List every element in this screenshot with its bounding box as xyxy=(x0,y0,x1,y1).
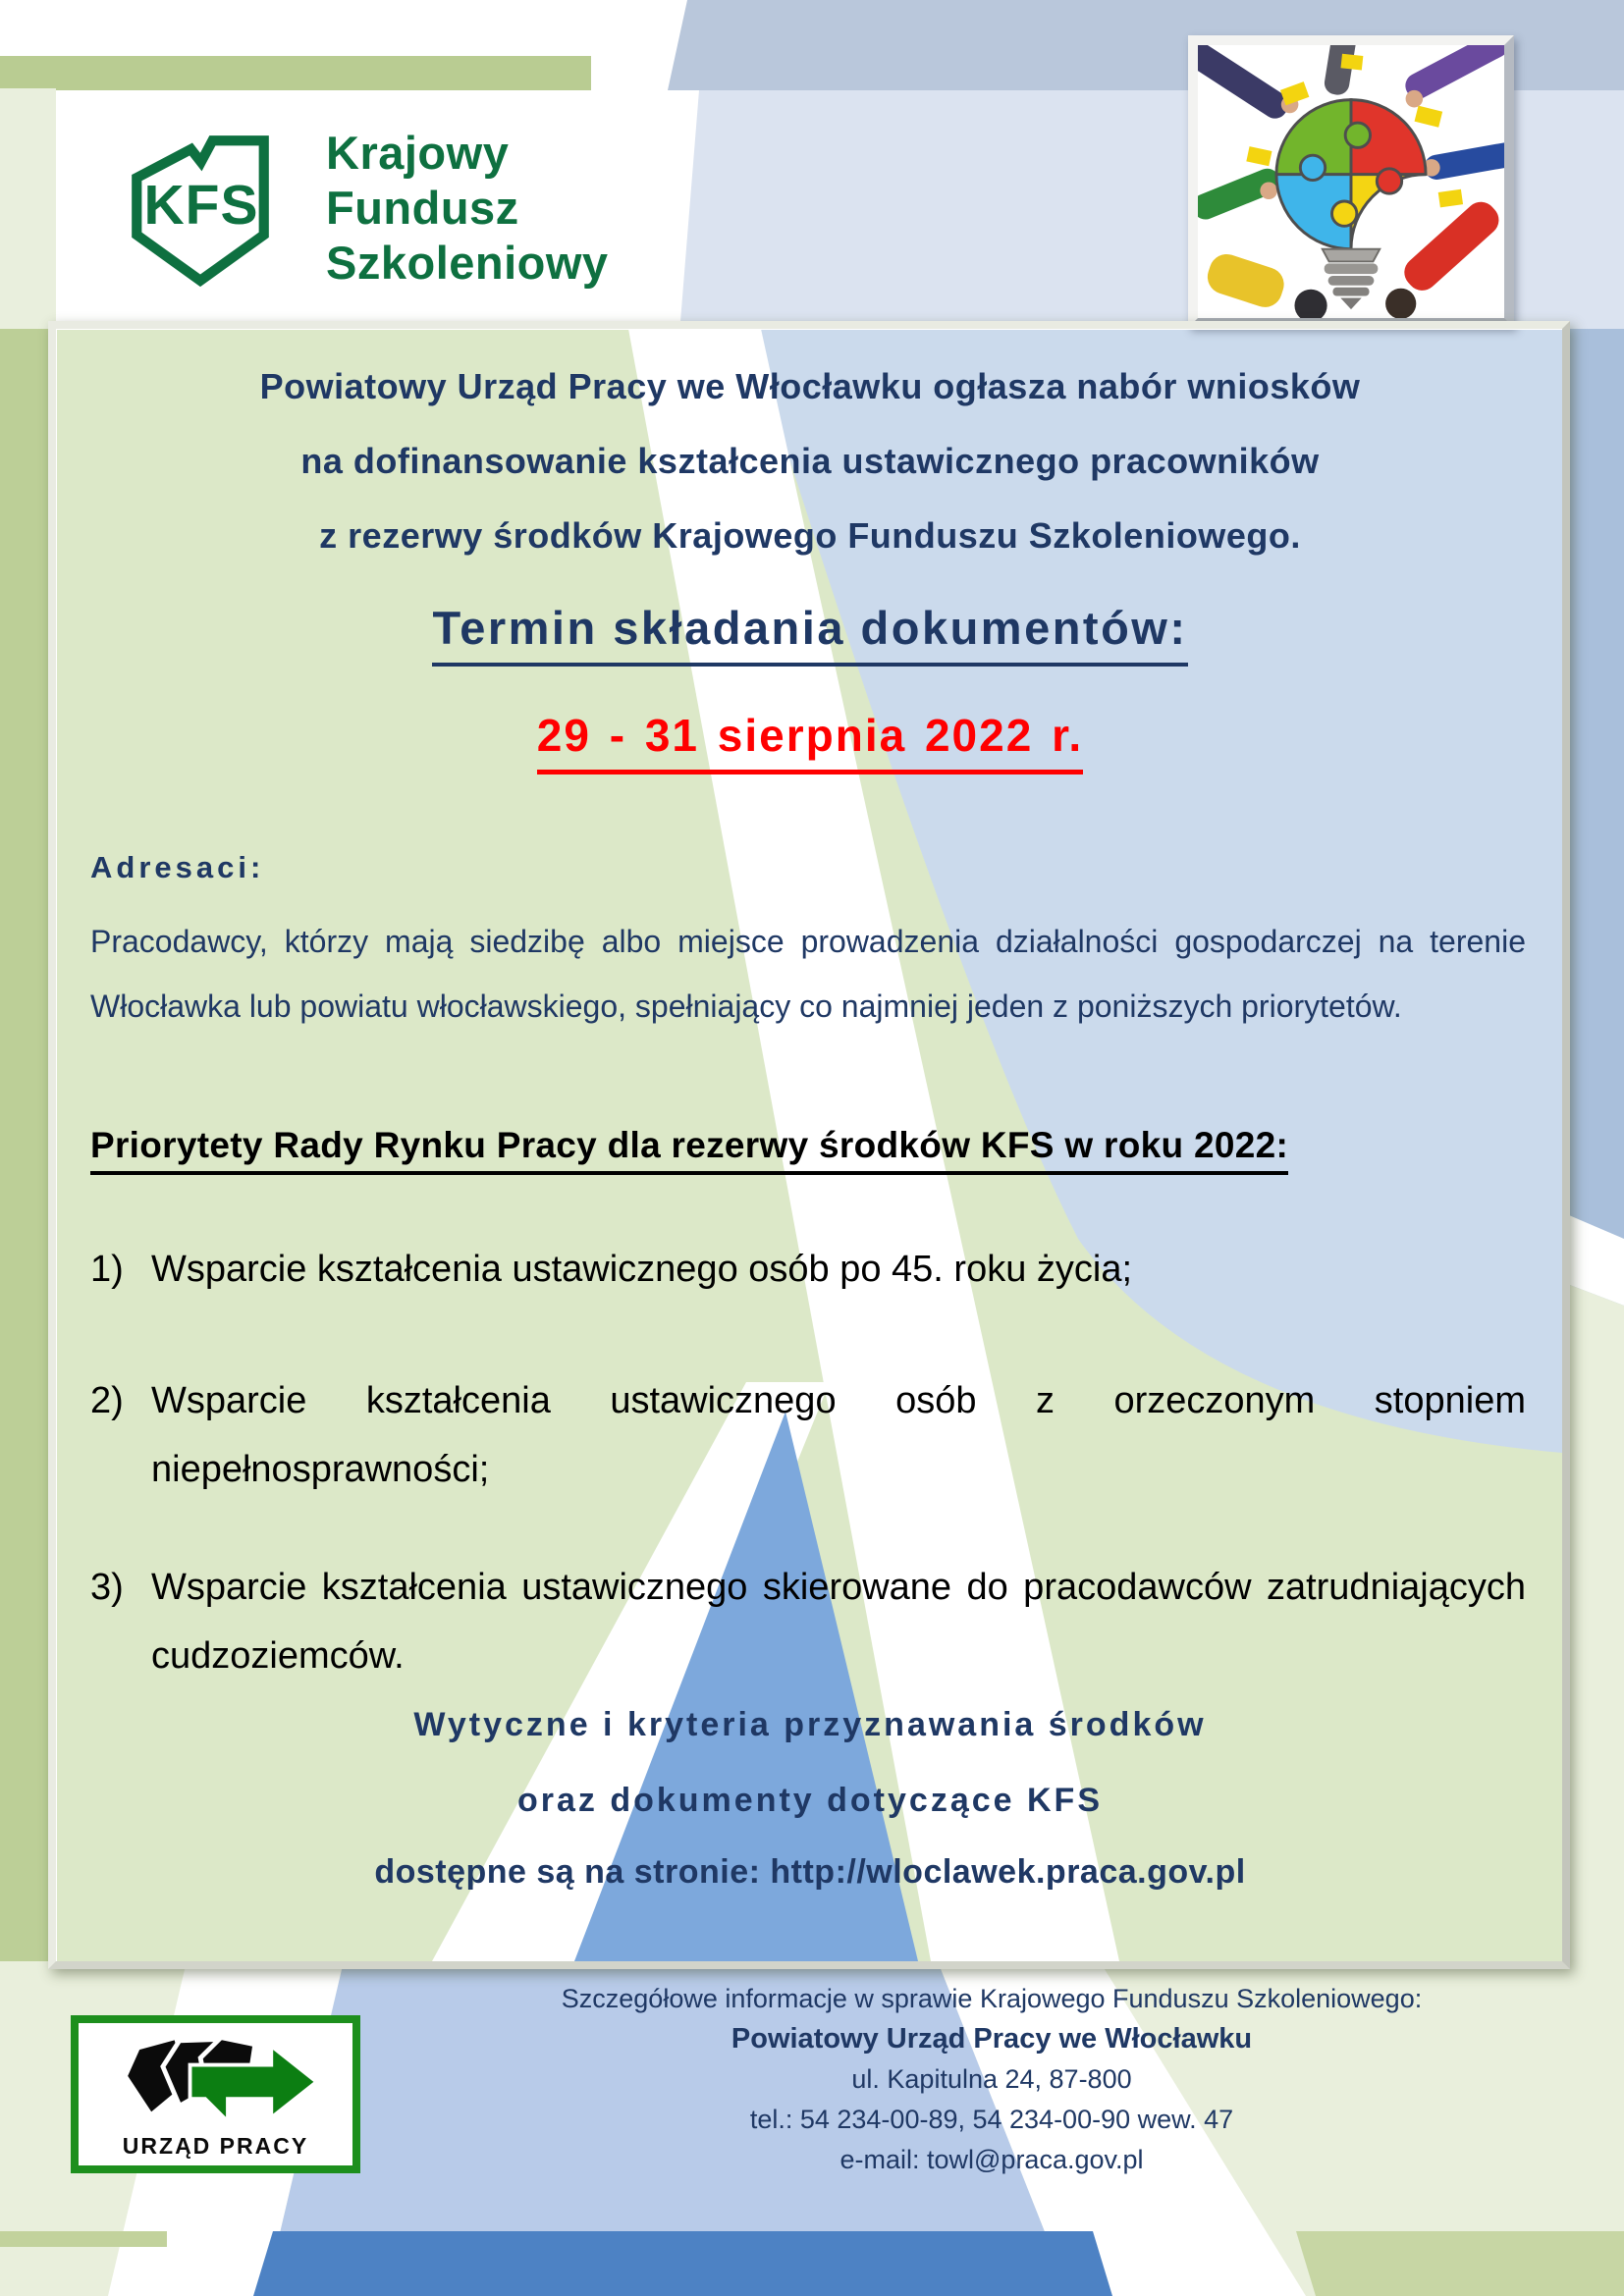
footer-office-name: Powiatowy Urząd Pracy we Włocławku xyxy=(731,2023,1253,2055)
guidelines-line-2: oraz dokumenty dotyczące KFS xyxy=(516,1782,1103,1819)
puzzle-lightbulb-image xyxy=(1188,35,1514,328)
deadline-dates xyxy=(88,709,1532,774)
priority-number: 2) xyxy=(90,1380,124,1421)
priority-number: 1) xyxy=(90,1249,124,1290)
intro-line: z rezerwy środków Krajowego Funduszu Szkoleniowego. xyxy=(319,515,1301,556)
priority-text: Wsparcie kształcenia ustawicznego osób z orzeczonym stopniem niepełnosprawności; xyxy=(151,1380,1526,1490)
urzad-pracy-label: URZĄD PRACY xyxy=(122,2133,309,2159)
deadline-heading xyxy=(88,601,1532,667)
kfs-name-line: Fundusz xyxy=(326,182,519,234)
urzad-pracy-logo xyxy=(71,2015,360,2173)
priority-text: Wsparcie kształcenia ustawicznego osób po 45. roku życia; xyxy=(151,1249,1133,1290)
website-line: dostępne są na stronie: http://wloclawek.praca.gov.pl xyxy=(374,1853,1246,1891)
deadline-heading-text: Termin składania dokumentów: xyxy=(432,601,1187,667)
priority-text: Wsparcie kształcenia ustawicznego skierowane do pracodawców zatrudniających cudzoziemców. xyxy=(151,1567,1526,1677)
urzad-pracy-arrows-icon xyxy=(79,2023,352,2133)
footer-contact-block xyxy=(363,1979,1620,2180)
addressees-label: Adresaci: xyxy=(90,850,265,884)
deadline-dates-text: 29 - 31 sierpnia 2022 r. xyxy=(537,709,1083,774)
guidelines-line-1: Wytyczne i kryteria przyznawania środków xyxy=(413,1706,1207,1743)
footer-email: e-mail: towl@praca.gov.pl xyxy=(839,2145,1144,2174)
footer-address: ul. Kapitulna 24, 87-800 xyxy=(851,2064,1132,2094)
priority-item-3 xyxy=(90,1553,1526,1690)
priorities-heading-text: Priorytety Rady Rynku Pracy dla rezerwy środków KFS w roku 2022: xyxy=(90,1125,1288,1175)
kfs-name-line: Krajowy xyxy=(326,127,510,179)
intro-heading xyxy=(88,349,1532,573)
kfs-logo-name xyxy=(326,126,609,291)
footer-phone: tel.: 54 234-00-89, 54 234-00-90 wew. 47 xyxy=(749,2105,1234,2134)
priority-number: 3) xyxy=(90,1567,124,1608)
priority-item-1 xyxy=(90,1235,1526,1304)
intro-line: na dofinansowanie kształcenia ustawicznego pracowników xyxy=(300,441,1320,481)
kfs-acronym: KFS xyxy=(143,174,259,237)
footer-line: Szczegółowe informacje w sprawie Krajowego Funduszu Szkoleniowego: xyxy=(561,1984,1423,2013)
addressees-text: Pracodawcy, którzy mają siedzibę albo miejsce prowadzenia działalności gospodarczej na terenie Włocławka lub powiatu włocławskiego, spełniający co najmniej jeden z poniższych priorytetów. xyxy=(90,924,1526,1024)
priority-item-2 xyxy=(90,1366,1526,1504)
priorities-heading xyxy=(90,1125,1534,1175)
puzzle-lightbulb-icon xyxy=(1198,45,1504,318)
intro-line: Powiatowy Urząd Pracy we Włocławku ogłasza nabór wniosków xyxy=(259,366,1361,406)
kfs-name-line: Szkoleniowy xyxy=(326,237,609,289)
